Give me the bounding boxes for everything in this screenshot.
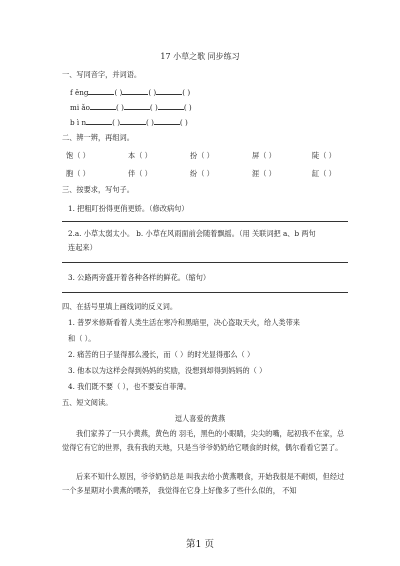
word-pair-1d: 屏（ ） [252,151,276,160]
section-4-heading: 四、在括号里填上画线词的反义词。 [62,302,178,311]
passage-paragraph-2: 后来不知什么原因，爷爷奶奶总是 叫我去给小黄燕喂食，开始我很是不耐烦，但经过一个多星期对小黄燕的喂养， 我觉得在它身上好像多了些什么似的， 不知 [62,472,345,495]
answer-blank[interactable] [88,87,114,95]
question-3-1: 1. 把粗叮扮得更俏更娇。（修改病句） [68,204,189,213]
question-4-1: 1. 普罗米修斯看着人类生活在寒冷和黑暗里，决心盗取天火，给人类带来 [68,318,300,327]
word-pair-2c: 纷（ ） [190,169,214,178]
page-title: 17 小草之歌 同步练习 [160,52,240,61]
question-3-2-cont: 连起来） [68,243,97,252]
word-pair-1e: 陡（ ） [312,151,336,160]
question-3-2: 2.a. 小草太弱太小。 b. 小草在风雨面前会随着飘摇。（用 关联词把 a、b 两句 [68,229,316,238]
pinyin-label: mi ǎo [70,103,91,112]
question-4-4: 4. 我们既不要（ ），也不要妄自菲薄。 [68,382,191,391]
paren-blank: ( ) [149,103,158,112]
question-4-1-cont: 和（ ）。 [68,334,96,343]
answer-line[interactable] [62,292,348,293]
word-pair-2e: 缸（ ） [312,169,336,178]
answer-blank[interactable] [154,117,180,125]
question-3-3: 3. 公路两旁盛开着各种各样的鲜花。（缩句） [68,273,211,282]
paren-blank: ( ) [179,118,188,127]
pinyin-row-1 [70,87,190,97]
answer-line[interactable] [62,221,348,222]
word-pair-2b: 伴（ ） [128,169,152,178]
word-pair-2d: 涯（ ） [252,169,276,178]
word-pair-1b: 本（ ） [128,151,152,160]
pinyin-row-3 [70,117,188,127]
pinyin-row-2 [70,102,192,112]
word-pair-1a: 饱（ ） [66,151,90,160]
answer-blank[interactable] [122,87,148,95]
pinyin-label: f ěng [70,88,89,97]
paren-blank: ( ) [182,88,191,97]
section-1-heading: 一、写同音字，并词语。 [62,70,142,79]
word-pair-1c: 扮（ ） [190,151,214,160]
paren-blank: ( ) [112,118,121,127]
paren-blank: ( ) [148,88,157,97]
question-4-3: 3. 他本以为这样会得到妈妈的奖励，没想到却得到妈妈的（ ） [68,366,267,375]
pinyin-label: b ì n [70,118,87,127]
section-2-heading: 二、辨一辨，再组词。 [62,133,134,142]
paren-blank: ( ) [183,103,192,112]
page-number: 第1 页 [185,539,215,550]
paren-blank: ( ) [116,103,124,112]
section-5-heading: 五、短文阅读。 [62,398,113,407]
passage-title: 逗人喜爱的黄燕 [174,414,226,423]
section-3-heading: 三、按要求，写句子。 [62,185,134,194]
paren-blank: ( ) [114,88,123,97]
word-pair-2a: 胞（ ） [66,169,90,178]
paren-blank: ( ) [146,118,154,127]
answer-blank[interactable] [156,87,182,95]
answer-blank[interactable] [86,117,112,125]
answer-blank[interactable] [124,102,150,110]
answer-blank[interactable] [90,102,116,110]
question-4-2: 2. 痛苦的日子显得那么漫长，而（ ）的时光显得那么（ ） [68,350,255,359]
answer-line[interactable] [62,262,348,263]
answer-blank[interactable] [158,102,184,110]
passage-paragraph-1: 我们家养了一只小黄燕，黄色的 羽毛，黑色的小眼睛，尖尖的嘴，起初我不在家，总觉得它有它的世界，我有我的天地，只是当爷爷奶奶给它喂食的时候，偶尔看看它罢了。 [62,429,345,452]
answer-blank[interactable] [120,117,146,125]
